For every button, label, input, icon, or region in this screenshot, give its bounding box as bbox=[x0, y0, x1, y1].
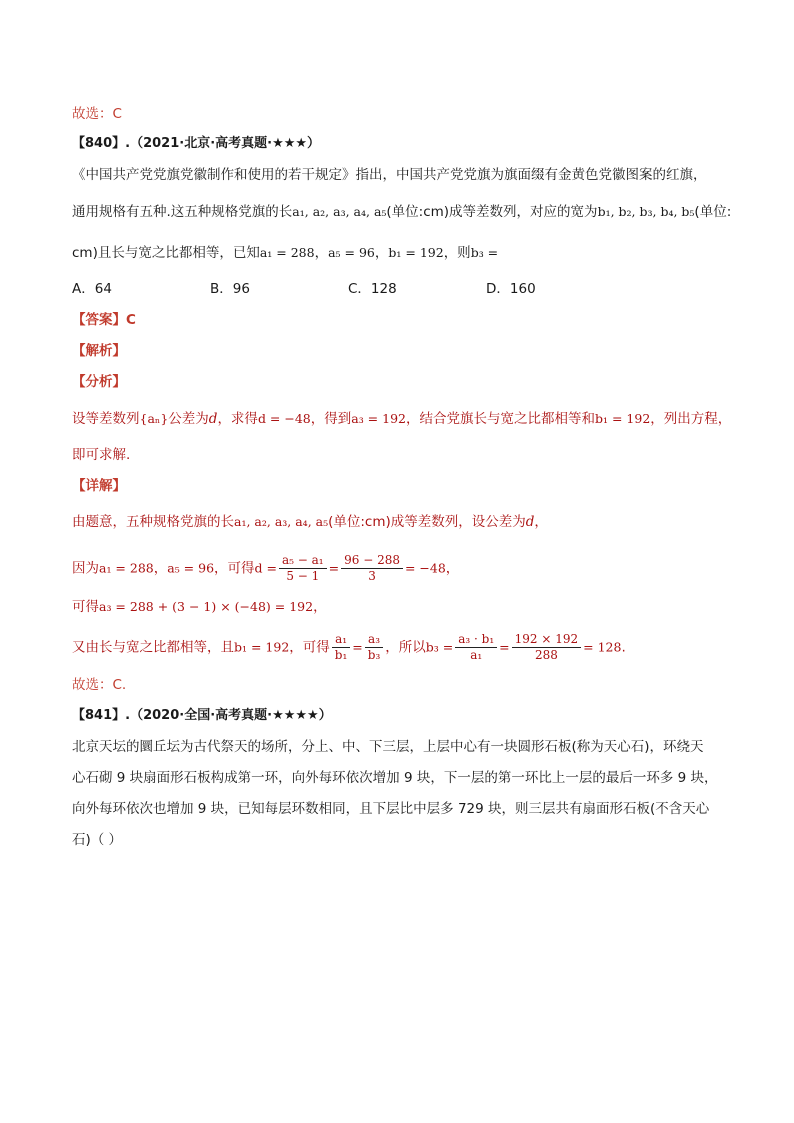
question-840-tag: 【840】.（2021·北京·高考真题·★★★） bbox=[72, 136, 321, 151]
option-a: A．64 bbox=[72, 281, 112, 297]
option-b: B．96 bbox=[210, 281, 250, 297]
option-c: C．128 bbox=[348, 281, 397, 297]
fraction-b3-values: $\frac{192 \times 192}{288}$ bbox=[512, 632, 582, 663]
question-841-line4: 石)（ ） bbox=[72, 832, 123, 848]
question-841-line3: 向外每环依次也增加 9 块，已知每层环数相同，且下层比中层多 729 块，则三层共有扇面形石板(不含天心 bbox=[72, 801, 710, 817]
detail-line3: 可得a₃ = 288 + (3 − 1) × (−48) = 192， bbox=[72, 599, 327, 615]
final-answer: 故选：C. bbox=[72, 677, 127, 693]
answer-label: 【答案】C bbox=[72, 312, 136, 328]
detail-line2: 因为a₁ = 288，a₅ = 96，可得d = $\frac{\text{a₅ − a₁}}{5 - 1}$ = $\frac{96 - 288}{3}$ = −48， bbox=[72, 553, 460, 583]
fraction-a3-b3: $\frac{\text{a₃}}{\text{b₃}}$ bbox=[365, 632, 384, 663]
seq-b: b₁, b₂, b₃, b₄, b₅ bbox=[597, 204, 695, 219]
question-840-line3: cm)且长与宽之比都相等，已知a₁ = 288，a₅ = 96，b₁ = 192，则b₃ = bbox=[72, 245, 499, 261]
question-840-options bbox=[72, 279, 536, 299]
detail-line4: 又由长与宽之比都相等，且b₁ = 192，可得 $\frac{\text{a₁}}{\text{b₁}}$ = $\frac{\text{a₃}}{\text{b₃}}$ ，所以b₃ = $\frac{\text{a₃ · b₁}}{\text{a₁}}$ = $\frac{192 \times 192}{288}$ = 128. bbox=[72, 632, 626, 662]
fraction-d: $\frac{\text{a₅ − a₁}}{5 - 1}$ bbox=[279, 553, 327, 584]
fenxi-label: 【分析】 bbox=[72, 374, 126, 390]
question-840-line1: 《中国共产党党旗党徽制作和使用的若干规定》指出，中国共产党党旗为旗面缀有金黄色党徽图案的红旗， bbox=[72, 167, 707, 183]
question-840-line2: 通用规格有五种.这五种规格党旗的长a₁, a₂, a₃, a₄, a₅(单位:cm)成等差数列，对应的宽为b₁, b₂, b₃, b₄, b₅(单位: bbox=[72, 204, 732, 220]
analysis-line2: 即可求解. bbox=[72, 447, 131, 463]
option-d: D．160 bbox=[486, 281, 536, 297]
seq-a: a₁, a₂, a₃, a₄, a₅ bbox=[292, 204, 387, 219]
previous-answer: 故选：C bbox=[72, 106, 122, 122]
fraction-b3: $\frac{\text{a₃ · b₁}}{\text{a₁}}$ bbox=[455, 632, 497, 663]
question-841-line1: 北京天坛的圜丘坛为古代祭天的场所，分上、中、下三层，上层中心有一块圆形石板(称为天心石)，环绕天 bbox=[72, 739, 704, 755]
question-841-line2: 心石砌 9 块扇面形石板构成第一环，向外每环依次增加 9 块，下一层的第一环比上一层的最后一环多 9 块， bbox=[72, 770, 718, 786]
fraction-d-values: $\frac{96 - 288}{3}$ bbox=[341, 553, 403, 584]
detail-line1: 由题意，五种规格党旗的长a₁, a₂, a₃, a₄, a₅(单位:cm)成等差数列，设公差为d， bbox=[72, 514, 548, 530]
xiangjie-label: 【详解】 bbox=[72, 478, 126, 494]
jiexi-label: 【解析】 bbox=[72, 343, 126, 359]
analysis-line1: 设等差数列{aₙ}公差为d，求得d = −48，得到a₃ = 192，结合党旗长与宽之比都相等和b₁ = 192，列出方程， bbox=[72, 411, 732, 427]
fraction-a1-b1: $\frac{\text{a₁}}{\text{b₁}}$ bbox=[332, 632, 351, 663]
question-841-tag: 【841】.（2020·全国·高考真题·★★★★） bbox=[72, 708, 332, 723]
